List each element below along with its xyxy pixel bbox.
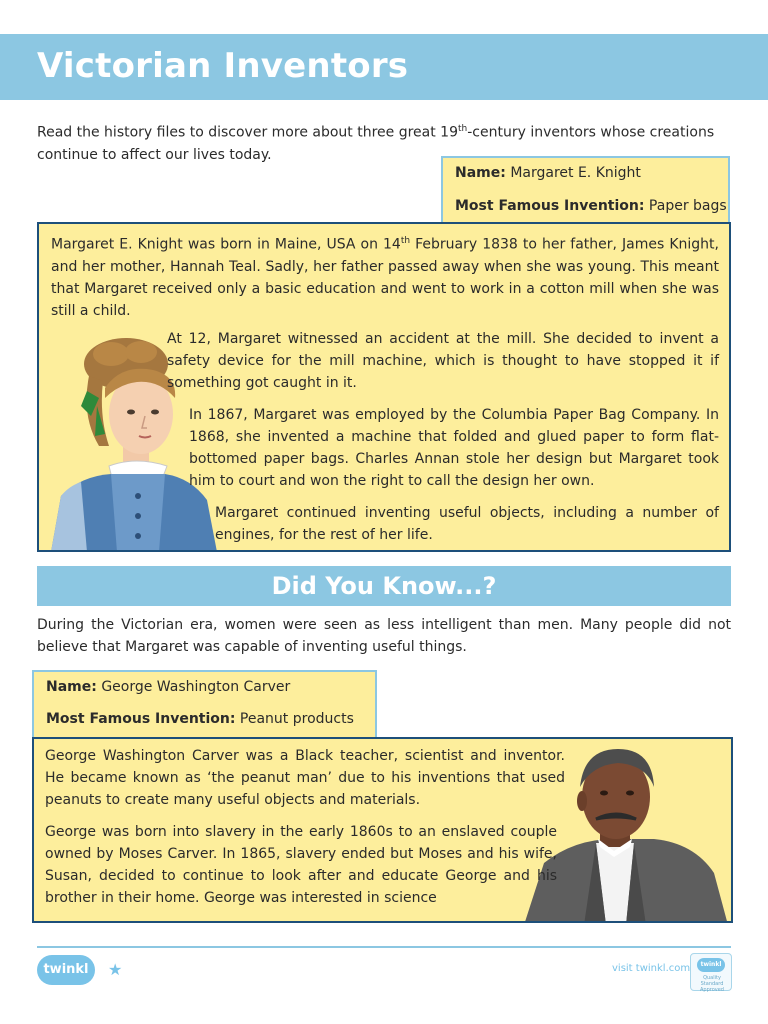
badge-text: Quality Standard Approved [700, 975, 724, 993]
did-you-know-heading: Did You Know...? [271, 572, 497, 600]
did-you-know-banner [37, 566, 731, 606]
footer-divider [37, 946, 731, 948]
twinkl-logo[interactable]: twinkl [37, 955, 95, 985]
knight-invention-row: Most Famous Invention: Paper bags [455, 198, 727, 214]
carver-panel [32, 737, 733, 923]
carver-paragraph-2: George was born into slavery in the early 1860s to an enslaved couple owned by Moses Carver. In 1865, slavery ended but Moses and his wife, Susan, decided to continue to look after and educate George and his brother in their home. George was interested in science [45, 824, 557, 906]
knight-panel [37, 222, 731, 552]
knight-name: Margaret E. Knight [510, 165, 641, 181]
did-you-know-text: During the Victorian era, women were seen as less intelligent than men. Many people did not believe that Margaret was capable of inventing useful things. [37, 617, 731, 655]
carver-name: George Washington Carver [101, 679, 291, 695]
carver-name-box [32, 670, 377, 740]
knight-paragraph-1: Margaret E. Knight was born in Maine, USA on 14th February 1838 to her father, James Knight, and her mother, Hannah Teal. Sadly, her father passed away when she was young. This meant that Margaret received only a basic education and went to work in a cotton mill when she was still a child. [51, 236, 719, 319]
knight-paragraph-3: In 1867, Margaret was employed by the Columbia Paper Bag Company. In 1868, she invented a machine that folded and glued paper to form flat-bottomed paper bags. Charles Annan stole her design but Margaret took him to court and won the right to call the design her own. [189, 407, 719, 489]
title-bar [0, 34, 768, 100]
carver-paragraph-1: George Washington Carver was a Black teacher, scientist and inventor. He became known as ‘the peanut man’ due to his inventions that used peanuts to create many useful objects and materials. [45, 748, 565, 808]
carver-name-row: Name: George Washington Carver [46, 679, 291, 695]
star-icon: ★ [108, 960, 123, 979]
badge-logo: twinkl [697, 958, 725, 972]
quality-standard-badge [690, 953, 732, 991]
knight-paragraph-2: At 12, Margaret witnessed an accident at the mill. She decided to invent a safety device for the mill machine, which is thought to have stopped it if something got caught in it. [167, 331, 719, 391]
intro-superscript: th [458, 124, 468, 134]
carver-invention-row: Most Famous Invention: Peanut products [46, 711, 354, 727]
carver-invention: Peanut products [239, 711, 354, 727]
visit-link[interactable]: visit twinkl.com [612, 963, 691, 974]
knight-name-box [441, 156, 730, 224]
page-title: Victorian Inventors [37, 46, 409, 86]
knight-name-row: Name: Margaret E. Knight [455, 165, 641, 181]
knight-paragraph-4: Margaret continued inventing useful objects, including a number of engines, for the rest of her life. [215, 505, 719, 543]
knight-invention: Paper bags [648, 198, 727, 214]
intro-text: Read the history files to discover more about three great 19th-century inventors whose creations continue to affect our lives today. [37, 124, 715, 163]
